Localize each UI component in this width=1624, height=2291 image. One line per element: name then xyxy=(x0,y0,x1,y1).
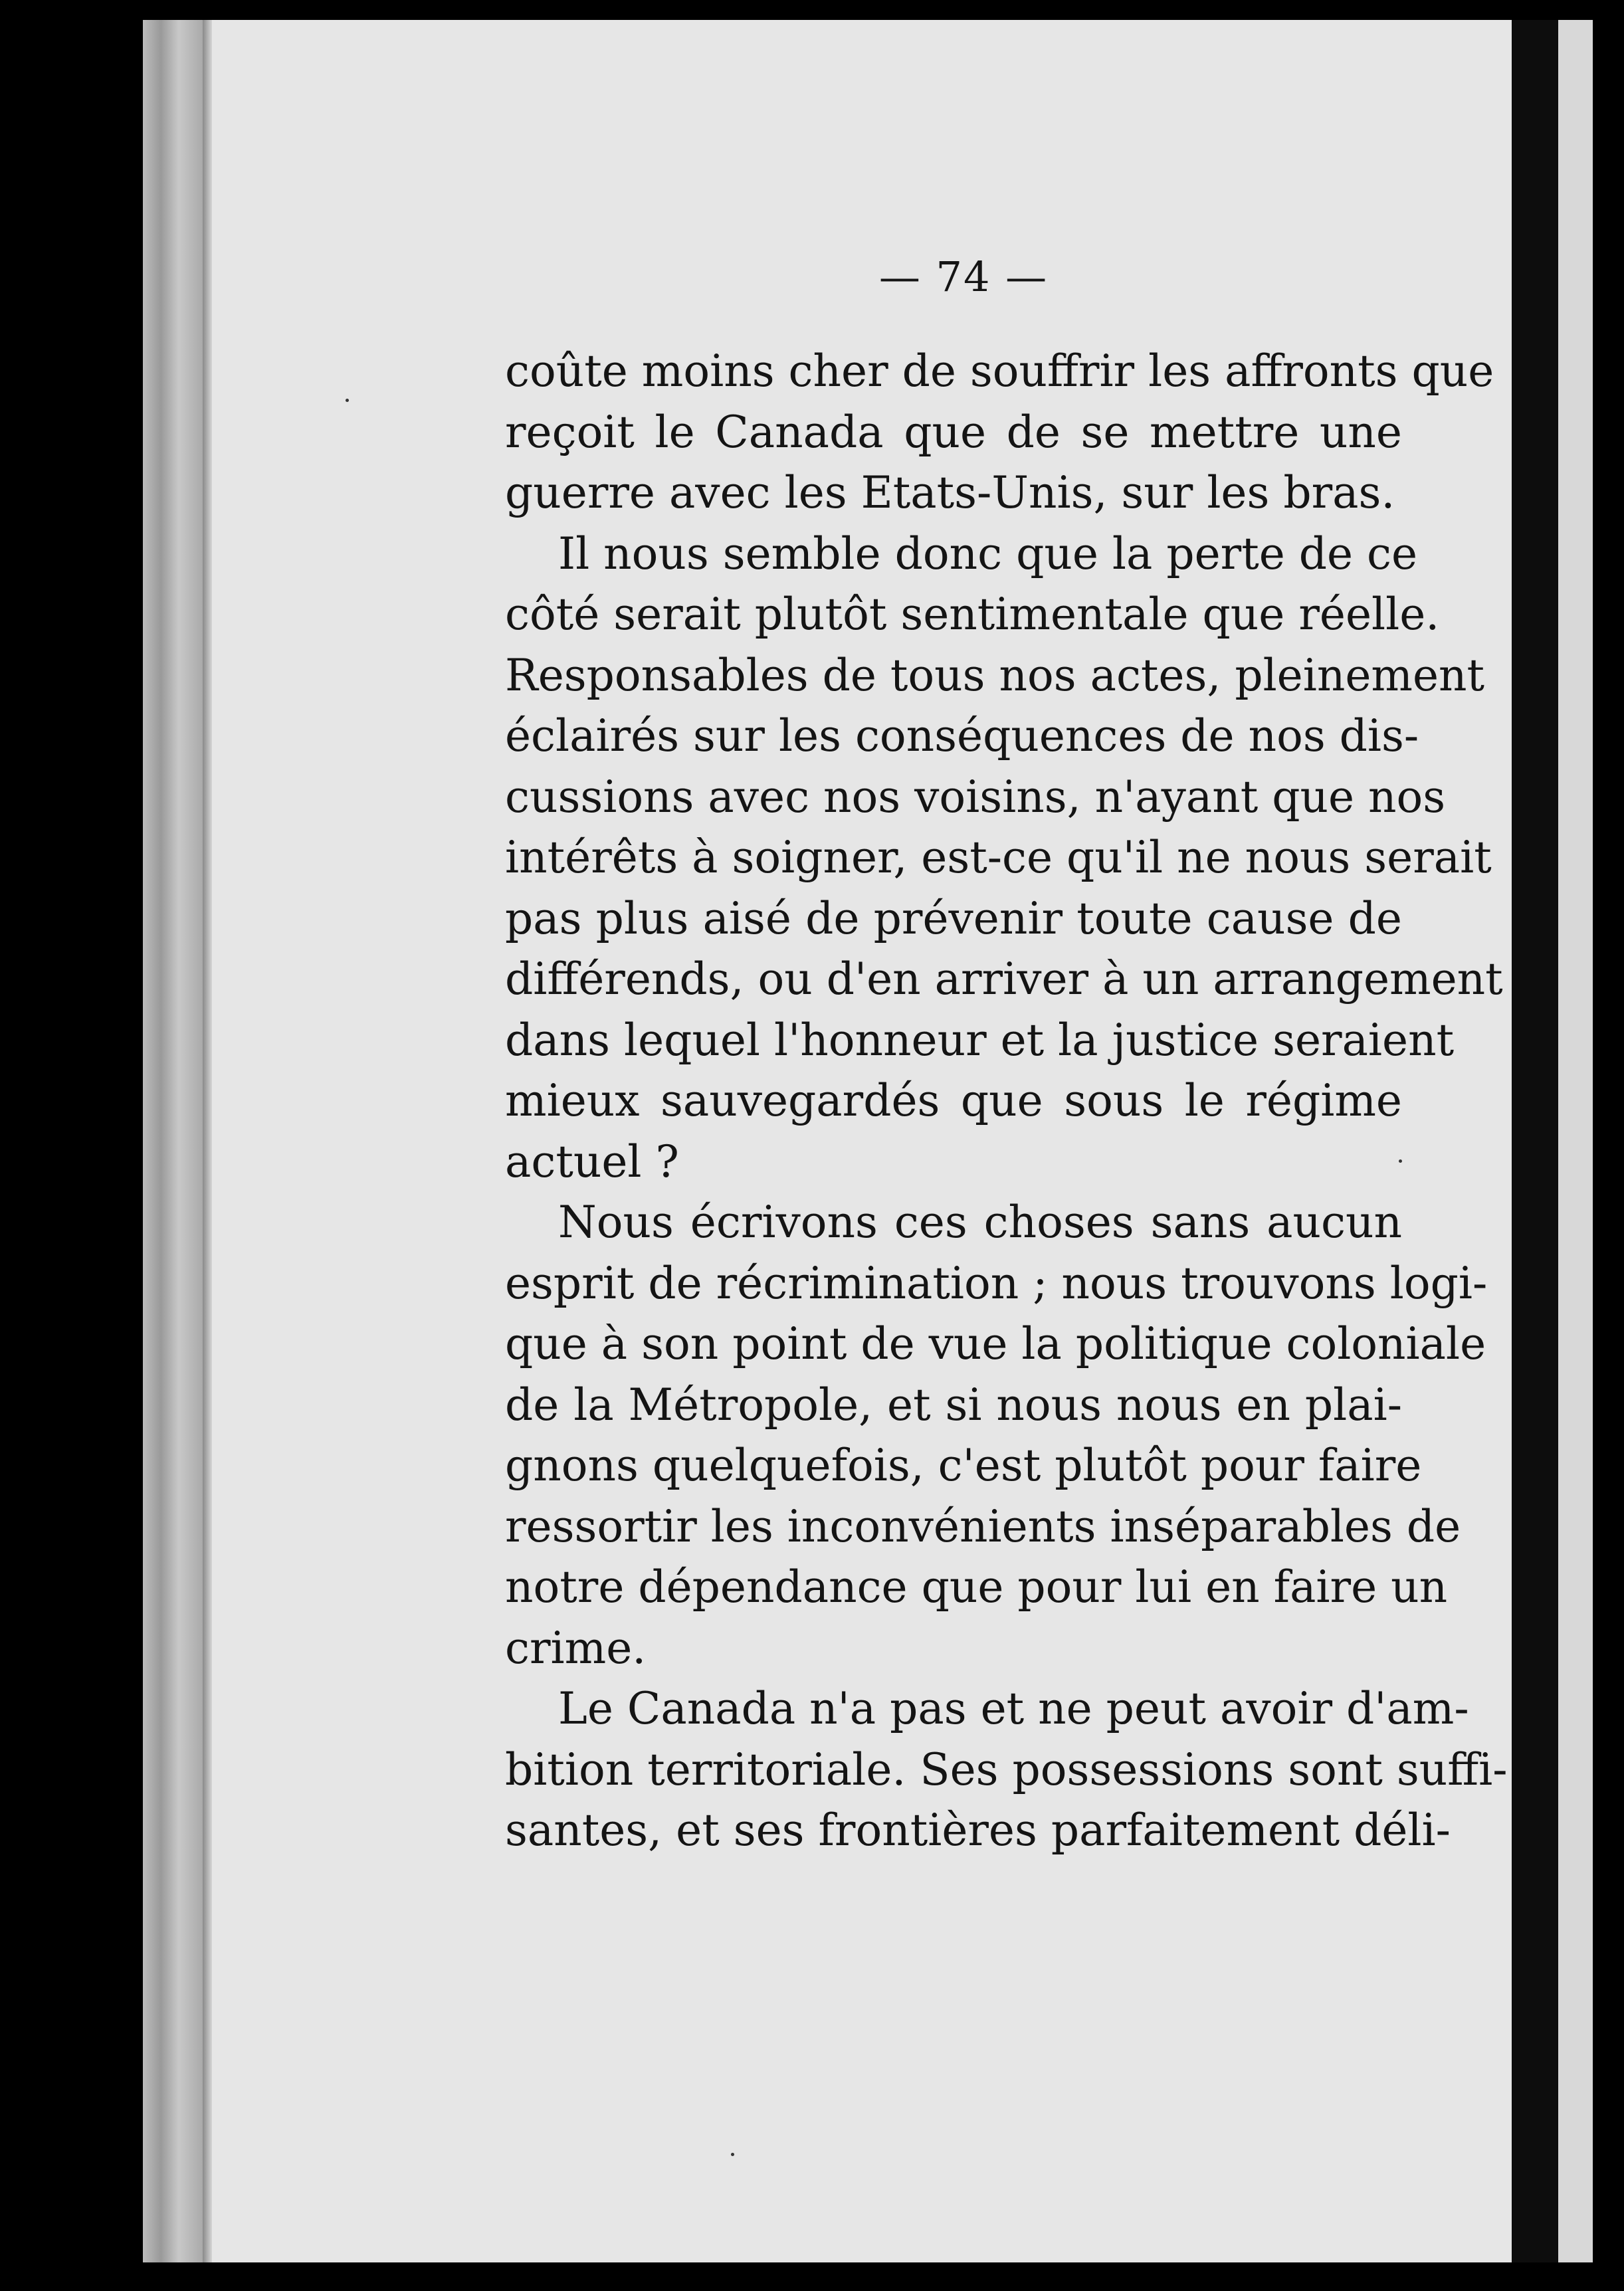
text-line: côté serait plutôt sentimentale que réelle. xyxy=(505,589,1440,640)
text-line: esprit de récrimination ; nous trouvons logi- xyxy=(505,1257,1488,1309)
dust-speck xyxy=(731,2153,734,2156)
page-edge-shadow xyxy=(1512,20,1558,2262)
text-line: mieux sauvegardés que sous le régime xyxy=(505,1075,1402,1126)
text-line: santes, et ses frontières parfaitement déli- xyxy=(505,1805,1451,1856)
text-line: intérêts à soigner, est-ce qu'il ne nous serait xyxy=(505,832,1492,883)
text-line: crime. xyxy=(505,1622,647,1674)
text-line: reçoit le Canada que de se mettre une xyxy=(505,406,1402,458)
text-line: dans lequel l'honneur et la justice seraient xyxy=(505,1014,1455,1066)
text-line: éclairés sur les conséquences de nos dis- xyxy=(505,710,1419,761)
text-line: guerre avec les Etats-Unis, sur les bras. xyxy=(505,467,1395,518)
text-line: notre dépendance que pour lui en faire un xyxy=(505,1561,1448,1613)
text-line: de la Métropole, et si nous nous en plai- xyxy=(505,1379,1402,1431)
text-line: Nous écrivons ces choses sans aucun xyxy=(558,1197,1402,1248)
text-line: Le Canada n'a pas et ne peut avoir d'am- xyxy=(558,1683,1469,1734)
text-line: pas plus aisé de prévenir toute cause de xyxy=(505,892,1402,944)
text-line: actuel ? xyxy=(505,1136,679,1187)
text-line: différends, ou d'en arriver à un arrangement xyxy=(505,953,1503,1005)
text-line: bition territoriale. Ses possessions sont suffi- xyxy=(505,1743,1508,1795)
text-line: ressortir les inconvénients inséparables de xyxy=(505,1500,1461,1552)
text-lines xyxy=(505,341,1508,1861)
dust-speck xyxy=(346,399,349,402)
text-line: Il nous semble donc que la perte de ce xyxy=(558,528,1418,579)
text-line: gnons quelquefois, c'est plutôt pour faire xyxy=(505,1440,1422,1491)
text-line: que à son point de vue la politique coloniale xyxy=(505,1318,1486,1369)
text-line: coûte moins cher de souffrir les affronts que xyxy=(505,346,1494,397)
page-number: — 74 — xyxy=(878,252,1049,301)
next-page-edge xyxy=(1558,20,1593,2262)
text-line: Responsables de tous nos actes, pleinement xyxy=(505,649,1485,701)
gutter-shadow xyxy=(203,20,212,2262)
text-line: cussions avec nos voisins, n'ayant que nos xyxy=(505,771,1446,823)
book-binding-gutter xyxy=(143,20,203,2262)
body-text-block xyxy=(505,252,1508,1861)
